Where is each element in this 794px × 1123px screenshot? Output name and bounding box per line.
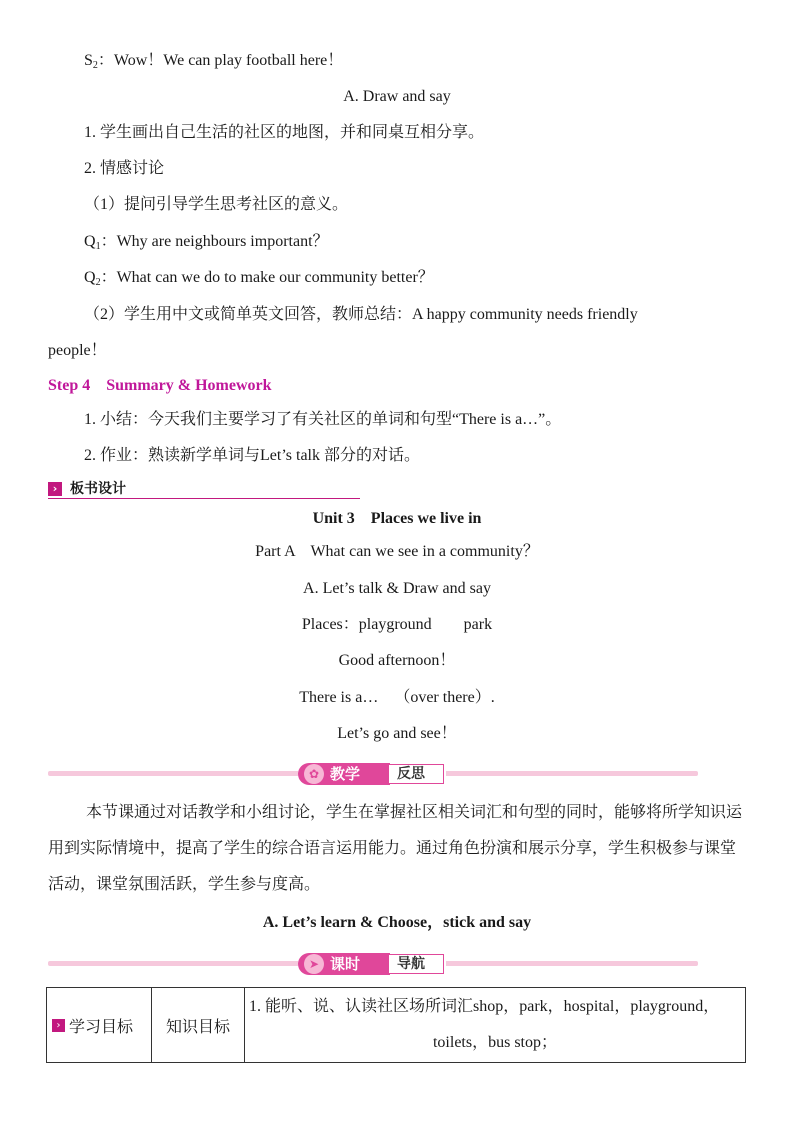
reflection-badge	[298, 763, 446, 785]
goal-tag	[52, 1014, 133, 1037]
activity-a-item2: 2. 情感讨论	[84, 160, 165, 177]
board-greeting: Good afternoon！	[338, 652, 456, 669]
navigation-badge-right: 导航	[397, 956, 425, 972]
activity-a-title: A. Draw and say	[343, 88, 451, 105]
board-unit-title: Unit 3 Places we live in	[312, 510, 482, 527]
badge-box	[388, 764, 444, 784]
table-cell-goal-tag	[47, 988, 152, 1063]
badge-box	[388, 954, 444, 974]
step4-item2: 2. 作业：熟读新学单词与Let’s talk 部分的对话。	[84, 447, 420, 464]
reflection-badge-right: 反思	[397, 766, 425, 782]
board-design-header	[48, 480, 360, 500]
goal-content-line1: 1. 能听、说、认读社区场所词汇shop，park，hospital，playground，	[249, 998, 720, 1015]
goal-tag-label: 学习目标	[69, 1016, 134, 1036]
navigation-badge-left: 课时	[330, 955, 361, 973]
board-places: Places：playground park	[301, 616, 493, 633]
next-lesson-title: A. Let’s learn & Choose，stick and say	[262, 914, 532, 931]
activity-a-sub2-line1: （2）学生用中文或简单英文回答，教师总结：A happy community needs friendly	[84, 306, 638, 323]
activity-a-sub2-line2: people！	[48, 342, 107, 359]
divider	[48, 498, 360, 499]
activity-a-item1: 1. 学生画出自己生活的社区的地图，并和同桌互相分享。	[84, 124, 485, 141]
navigation-banner	[48, 953, 698, 975]
reflection-text: 本节课通过对话教学和小组讨论，学生在掌握社区相关词汇和句型的同时，能够将所学知识运用到实际情境中，提高了学生的综合语言运用能力。通过角色扮演和展示分享，学生积极参与课堂活动，课堂氛围活跃，学生参与度高。	[48, 804, 743, 893]
rabbit-icon: ✿	[304, 764, 324, 784]
chevron-right-icon: ›	[52, 1019, 65, 1032]
table-cell-goal-content	[245, 988, 746, 1063]
board-pattern: There is a… （over there）.	[299, 689, 495, 706]
board-closing: Let’s go and see！	[337, 725, 457, 742]
reflection-badge-left: 教学	[330, 765, 361, 783]
activity-a-sub1: （1）提问引导学生思考社区的意义。	[84, 196, 349, 213]
board-design-label: 板书设计	[70, 481, 126, 497]
dialogue-s2: $S_2$：Wow！We can play football here！	[84, 52, 344, 71]
board-lesson: A. Let’s talk & Draw and say	[303, 580, 491, 597]
learning-goals-table	[46, 987, 746, 1063]
navigation-badge	[298, 953, 446, 975]
step4-item1: 1. 小结：今天我们主要学习了有关社区的单词和句型“There is a…”。	[84, 411, 562, 428]
board-part: Part A What can we see in a community？	[255, 543, 539, 560]
table-cell-knowledge-goal: 知识目标	[152, 988, 245, 1063]
step4-heading: Step 4 Summary & Homework	[48, 377, 272, 394]
question-q2: $Q_2$：What can we do to make our community better？	[84, 269, 434, 288]
reflection-banner	[48, 763, 698, 785]
question-q1: $Q_1$：Why are neighbours important？	[84, 233, 329, 252]
goal-content-line2: toilets，bus stop；	[432, 1034, 557, 1051]
table-row	[47, 988, 746, 1063]
compass-icon: ➤	[304, 954, 324, 974]
chevron-right-icon: ›	[48, 482, 62, 496]
